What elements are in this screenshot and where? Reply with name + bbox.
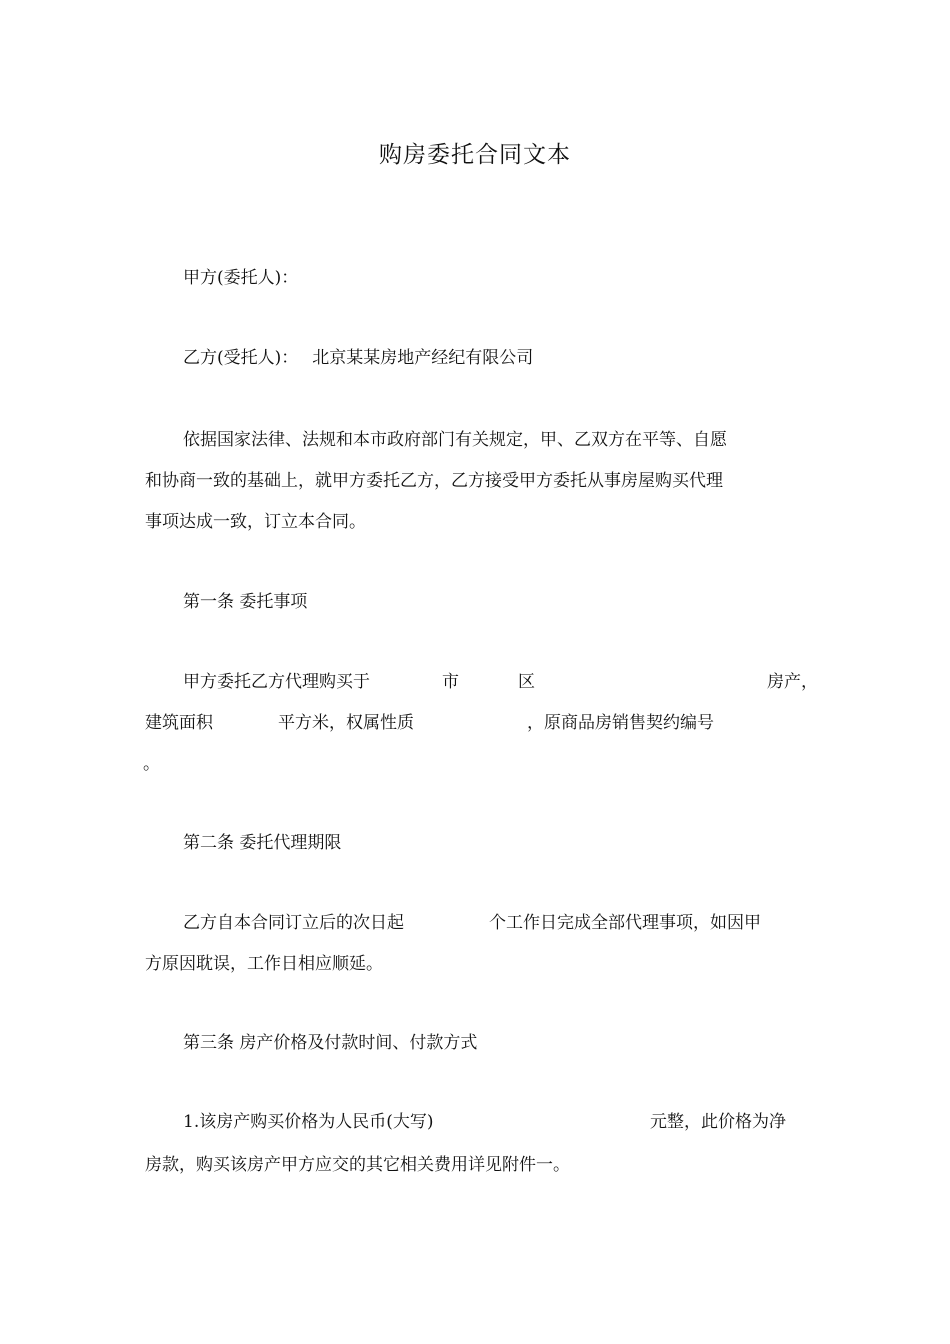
article-1-text-a: 甲方委托乙方代理购买于 — [183, 672, 370, 692]
document-title: 购房委托合同文本 — [379, 142, 571, 168]
article-3-fees: 房款，购买该房产甲方应交的其它相关费用详见附件一。 — [145, 1155, 570, 1175]
preamble-line-1: 依据国家法律、法规和本市政府部门有关规定，甲、乙双方在平等、自愿 — [183, 430, 727, 450]
article-3-heading: 第三条 房产价格及付款时间、付款方式 — [183, 1033, 478, 1053]
article-1-property: 房产， — [767, 672, 818, 692]
party-a-label: 甲方(委托人)： — [183, 268, 299, 288]
preamble-line-2: 和协商一致的基础上，就甲方委托乙方，乙方接受甲方委托从事房屋购买代理 — [145, 471, 723, 491]
party-b-value: 北京某某房地产经纪有限公司 — [312, 348, 534, 368]
article-1-heading: 第一条 委托事项 — [183, 592, 308, 612]
article-1-contract-no: ，原商品房销售契约编号 — [527, 713, 714, 733]
article-1-end: 。 — [143, 754, 160, 774]
preamble-line-3: 事项达成一致，订立本合同。 — [145, 512, 366, 532]
article-2-text-b: 个工作日完成全部代理事项，如因甲 — [489, 913, 761, 933]
article-1-area-label: 建筑面积 — [145, 713, 213, 733]
article-3-price-label: 1.该房产购买价格为人民币(大写) — [183, 1112, 434, 1132]
party-b-label: 乙方(受托人)： — [183, 348, 299, 368]
article-1-city: 市 — [442, 672, 459, 692]
article-3-price-unit: 元整，此价格为净 — [650, 1112, 786, 1132]
article-1-district: 区 — [518, 672, 535, 692]
article-2-text-c: 方原因耽误，工作日相应顺延。 — [145, 954, 383, 974]
party-b-row — [183, 346, 533, 370]
article-1-unit-nature: 平方米，权属性质 — [278, 713, 414, 733]
article-2-heading: 第二条 委托代理期限 — [183, 833, 342, 853]
article-2-text-a: 乙方自本合同订立后的次日起 — [183, 913, 404, 933]
